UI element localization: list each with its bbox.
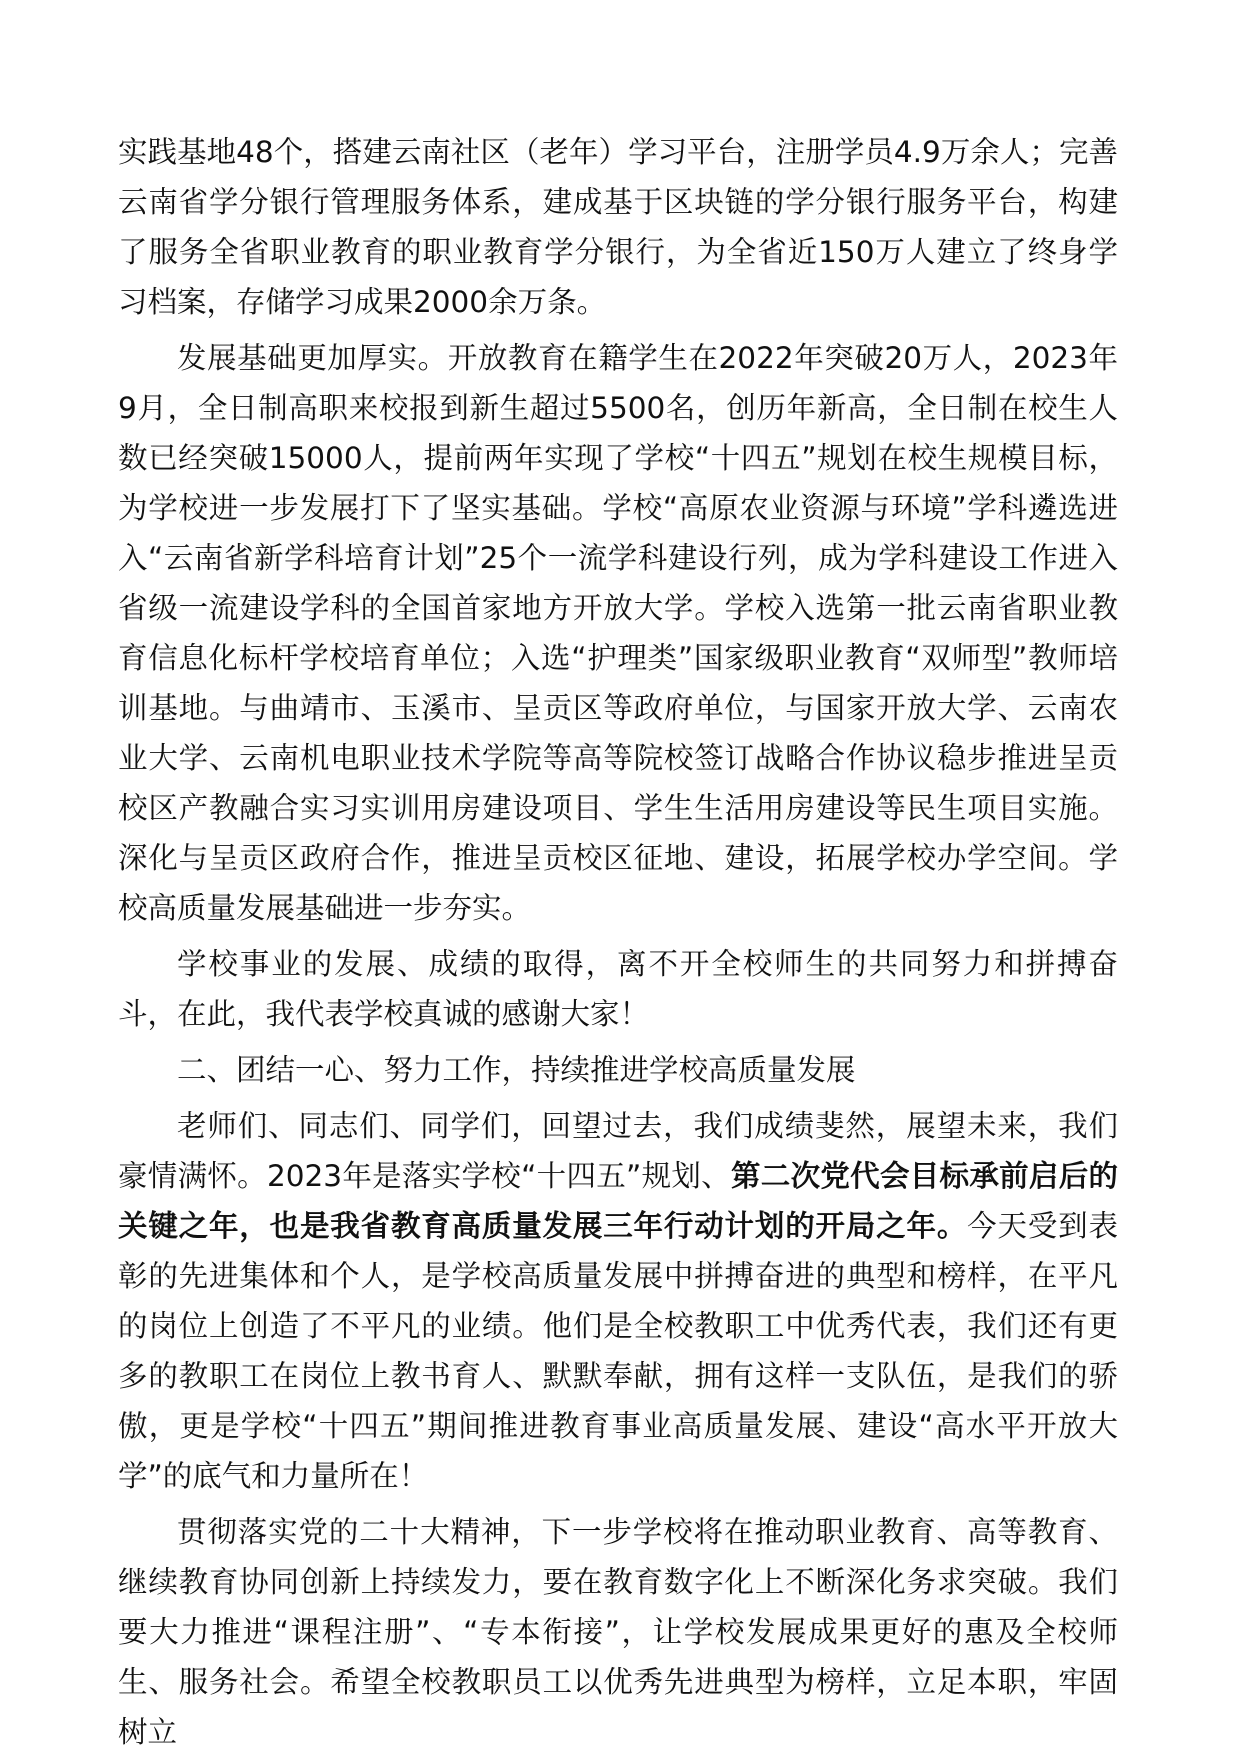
paragraph-next-steps: 贯彻落实党的二十大精神，下一步学校将在推动职业教育、高等教育、继续教育协同创新上持续发力，要在教育数字化上不断深化务求突破。我们要大力推进“课程注册”、“专本衔接”，让学校发展成果更好的惠及全校师生、服务社会。希望全校教职员工以优秀先进典型为榜样，立足本职，牢固树立 xyxy=(118,1515,1118,1749)
paragraph-outlook-text-after: 今天受到表彰的先进集体和个人，是学校高质量发展中拼搏奋进的典型和榜样，在平凡的岗位上创造了不平凡的业绩。他们是全校教职工中优秀代表，我们还有更多的教职工在岗位上教书育人、默默奉献，拥有这样一支队伍，是我们的骄傲，更是学校“十四五”期间推进教育事业高质量发展、建设“高水平开放大学”的底气和力量所在！ xyxy=(118,1209,1118,1493)
paragraph-outlook-bold-text: 第二次党代会目标承前启后的关键之年，也是我省教育高质量发展三年行动计划的开局之年。 xyxy=(118,1159,1118,1243)
paragraph-continued: 实践基地48个，搭建云南社区（老年）学习平台，注册学员4.9万余人；完善云南省学分银行管理服务体系，建成基于区块链的学分银行服务平台，构建了服务全省职业教育的职业教育学分银行，为全省近150万人建立了终身学习档案，存储学习成果2000余万条。 xyxy=(118,135,1118,319)
paragraph-thanks: 学校事业的发展、成绩的取得，离不开全校师生的共同努力和拼搏奋斗，在此，我代表学校真诚的感谢大家！ xyxy=(118,947,1118,1031)
paragraph-foundation: 发展基础更加厚实。开放教育在籍学生在2022年突破20万人，2023年9月，全日制高职来校报到新生超过5500名，创历年新高，全日制在校生人数已经突破15000人，提前两年实现了学校“十四五”规划在校生规模目标，为学校进一步发展打下了坚实基础。学校“高原农业资源与环境”学科遴选进入“云南省新学科培育计划”25个一流学科建设行列，成为学科建设工作进入省级一流建设学科的全国首家地方开放大学。学校入选第一批云南省职业教育信息化标杆学校培育单位；入选“护理类”国家级职业教育“双师型”教师培训基地。与曲靖市、玉溪市、呈贡区等政府单位，与国家开放大学、云南农业大学、云南机电职业技术学院等高等院校签订战略合作协议稳步推进呈贡校区产教融合实习实训用房建设项目、学生生活用房建设等民生项目实施。深化与呈贡区政府合作，推进呈贡校区征地、建设，拓展学校办学空间。学校高质量发展基础进一步夯实。 xyxy=(118,341,1118,925)
section-heading: 二、团结一心、努力工作，持续推进学校高质量发展 xyxy=(177,1053,856,1087)
paragraph-outlook-text-before: 老师们、同志们、同学们，回望过去，我们成绩斐然，展望未来，我们豪情满怀。2023年是落实学校“十四五”规划、 xyxy=(118,1109,1118,1193)
document-body xyxy=(118,127,1118,1763)
paragraph-outlook xyxy=(118,1101,1118,1501)
